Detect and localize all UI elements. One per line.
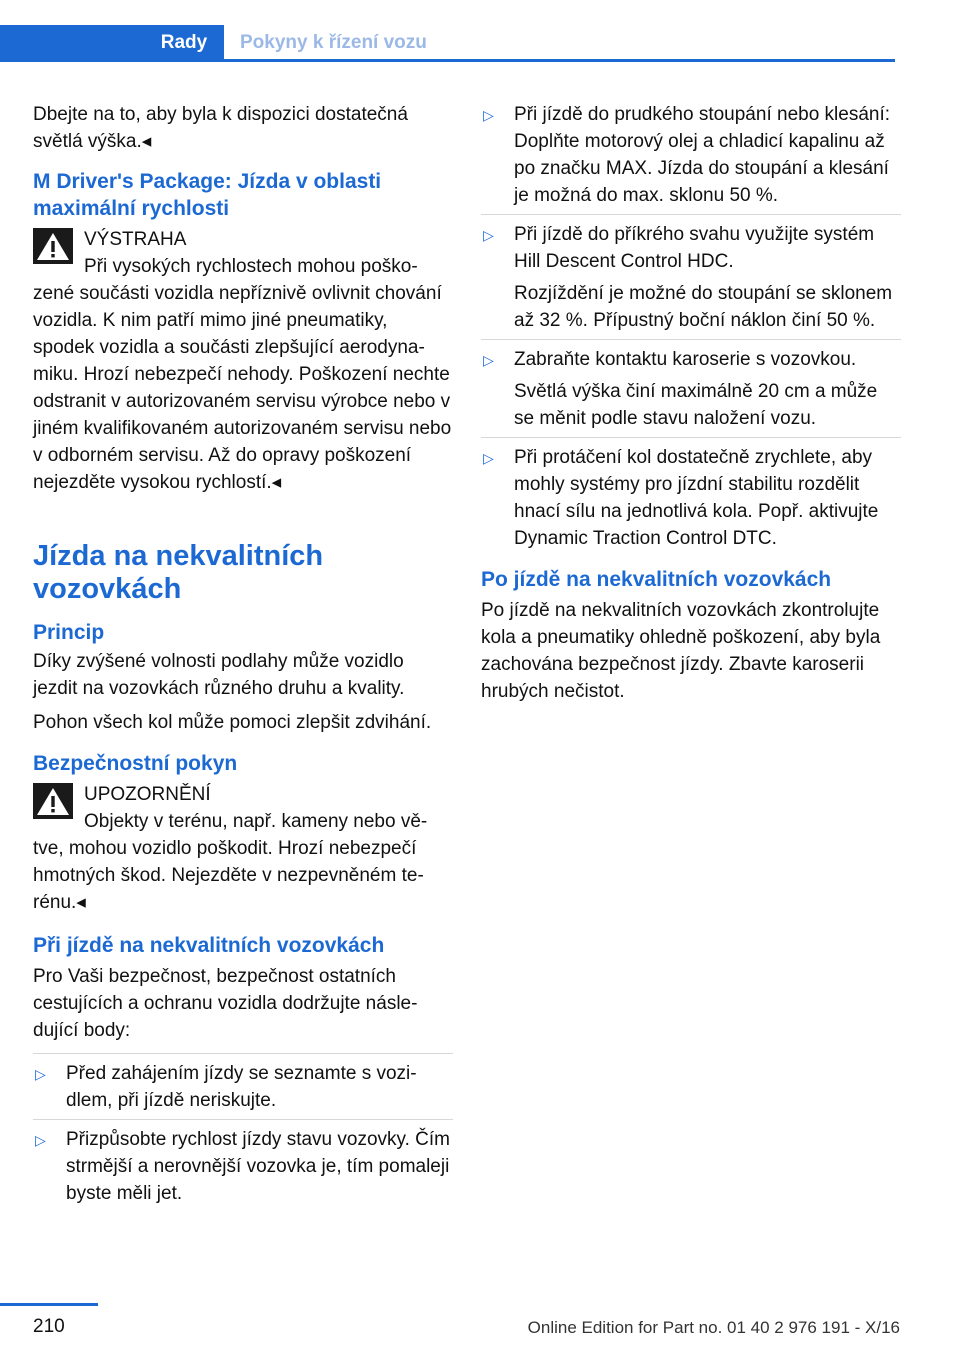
- princip-heading: Princip: [33, 621, 105, 644]
- page-number: 210: [33, 1316, 65, 1337]
- triangle-right-outline-icon: ▷: [483, 352, 494, 368]
- left-column: [33, 101, 453, 1212]
- warning-triangle-icon: [33, 783, 73, 819]
- princip-paragraph-2: Pohon všech kol může pomoci zlepšit zdvihání.: [33, 712, 432, 733]
- list-item: [481, 221, 901, 334]
- bullet-separator: [33, 1119, 453, 1120]
- list-item-subtext: Světlá výška činí maximálně 20 cm a může se měnit podle stavu naložení vozu.: [514, 381, 878, 429]
- triangle-right-outline-icon: ▷: [483, 107, 494, 123]
- warning-triangle-icon: [33, 228, 73, 264]
- list-item: [33, 1126, 453, 1207]
- list-item: [481, 346, 901, 432]
- driving-paragraph: Pro Vaši bezpečnost, bezpečnost ostatních cestujících a ochranu vozidla dodržujte následující body:: [33, 966, 418, 1041]
- driving-heading: Při jízdě na nekvalitních vozovkách: [33, 934, 385, 957]
- warning-first-line: Při vysokých rychlostech mohou poško-: [84, 256, 418, 277]
- section-heading: Jízda na nekvalitních vozovkách: [33, 540, 324, 605]
- header-rule: [0, 59, 895, 62]
- safety-heading: Bezpečnostní pokyn: [33, 752, 238, 775]
- list-item-subtext: Rozjíždění je možné do stoupání se sklonem až 32 %. Přípustný boční náklon činí 50 %.: [514, 283, 893, 331]
- princip-paragraph-1: Díky zvýšené volnosti podlahy může vozidlo jezdit na vozovkách různého druhu a kvality.: [33, 651, 405, 699]
- warning-text: tve, mohou vozidlo poškodit. Hrozí nebezpečí hmotných škod. Nejezděte v nezpevněném terénu.◂: [33, 838, 424, 913]
- bullet-separator: [481, 437, 901, 438]
- header-bar-left: [0, 25, 144, 59]
- footer-rule: [0, 1303, 98, 1306]
- list-item: [481, 444, 901, 552]
- list-item-text: Při protáčení kol dostatečně zrychlete, aby mohly systémy pro jízdní stabilitu rozdělit hnací sílu na jednotlivá kola. Popř. aktivujte Dynamic Traction Control DTC.: [514, 447, 879, 549]
- triangle-right-outline-icon: ▷: [483, 227, 494, 243]
- list-item: [33, 1060, 453, 1114]
- triangle-right-outline-icon: ▷: [35, 1066, 46, 1082]
- bullet-separator: [481, 339, 901, 340]
- warning-block-1: [33, 226, 453, 496]
- after-paragraph: Po jízdě na nekvalitních vozovkách zkontrolujte kola a pneumatiky ohledně poškození, aby byla zachována bezpečnost jízdy. Zbavte karoserii hrubých nečistot.: [481, 600, 881, 702]
- right-column: [481, 101, 901, 712]
- list-item-text: Zabraňte kontaktu karoserie s vozovkou.: [514, 349, 857, 370]
- bullet-separator: [481, 214, 901, 215]
- list-item-text: Při jízdě do prudkého stoupání nebo klesání: Doplňte motorový olej a chladicí kapalinu až po značku MAX. Jízda do stoupání a klesání je možná do max. sklonu 50 %.: [514, 104, 891, 206]
- intro-paragraph: Dbejte na to, aby byla k dispozici dostatečná světlá výška.◂: [33, 104, 408, 152]
- list-item-text: Před zahájením jízdy se seznamte s vozidlem, při jízdě neriskujte.: [66, 1063, 417, 1111]
- header-tab-inactive[interactable]: Pokyny k řízení vozu: [224, 25, 895, 59]
- triangle-right-outline-icon: ▷: [35, 1132, 46, 1148]
- list-item-text: Při jízdě do příkrého svahu využijte systém Hill Descent Control HDC.: [514, 224, 875, 272]
- edition-text: Online Edition for Part no. 01 40 2 976 191 - X/16: [527, 1318, 900, 1337]
- list-item: [481, 101, 901, 209]
- after-heading: Po jízdě na nekvalitních vozovkách: [481, 568, 832, 591]
- warning-title: UPOZORNĚNÍ: [84, 784, 211, 805]
- warning-text: zené součásti vozidla nepříznivě ovlivnit chování vozidla. K nim patří mimo jiné pneumatiky, spodek vozidla a součásti zlepšující aerodynamiku. Hrozí nebezpečí nehody. Poškození nechte odstranit v autorizovaném servisu výrobce nebo v jiném kvalifikovaném autorizovaném servisu nebo v odborném servisu. Až do opravy poškození nejezděte vysokou rychlostí.◂: [33, 283, 452, 493]
- warning-first-line: Objekty v terénu, např. kameny nebo vě-: [84, 811, 428, 832]
- triangle-right-outline-icon: ▷: [483, 450, 494, 466]
- header-tab-active[interactable]: Rady: [144, 25, 224, 59]
- warning-title: VÝSTRAHA: [84, 229, 187, 250]
- bullet-separator: [33, 1053, 453, 1054]
- mdrivers-heading: M Driver's Package: Jízda v oblasti maximální rychlosti: [33, 170, 382, 220]
- list-item-text: Přizpůsobte rychlost jízdy stavu vozovky. Čím strmější a nerovnější vozovka je, tím pomaleji byste měli jet.: [66, 1129, 450, 1204]
- warning-block-2: [33, 781, 453, 916]
